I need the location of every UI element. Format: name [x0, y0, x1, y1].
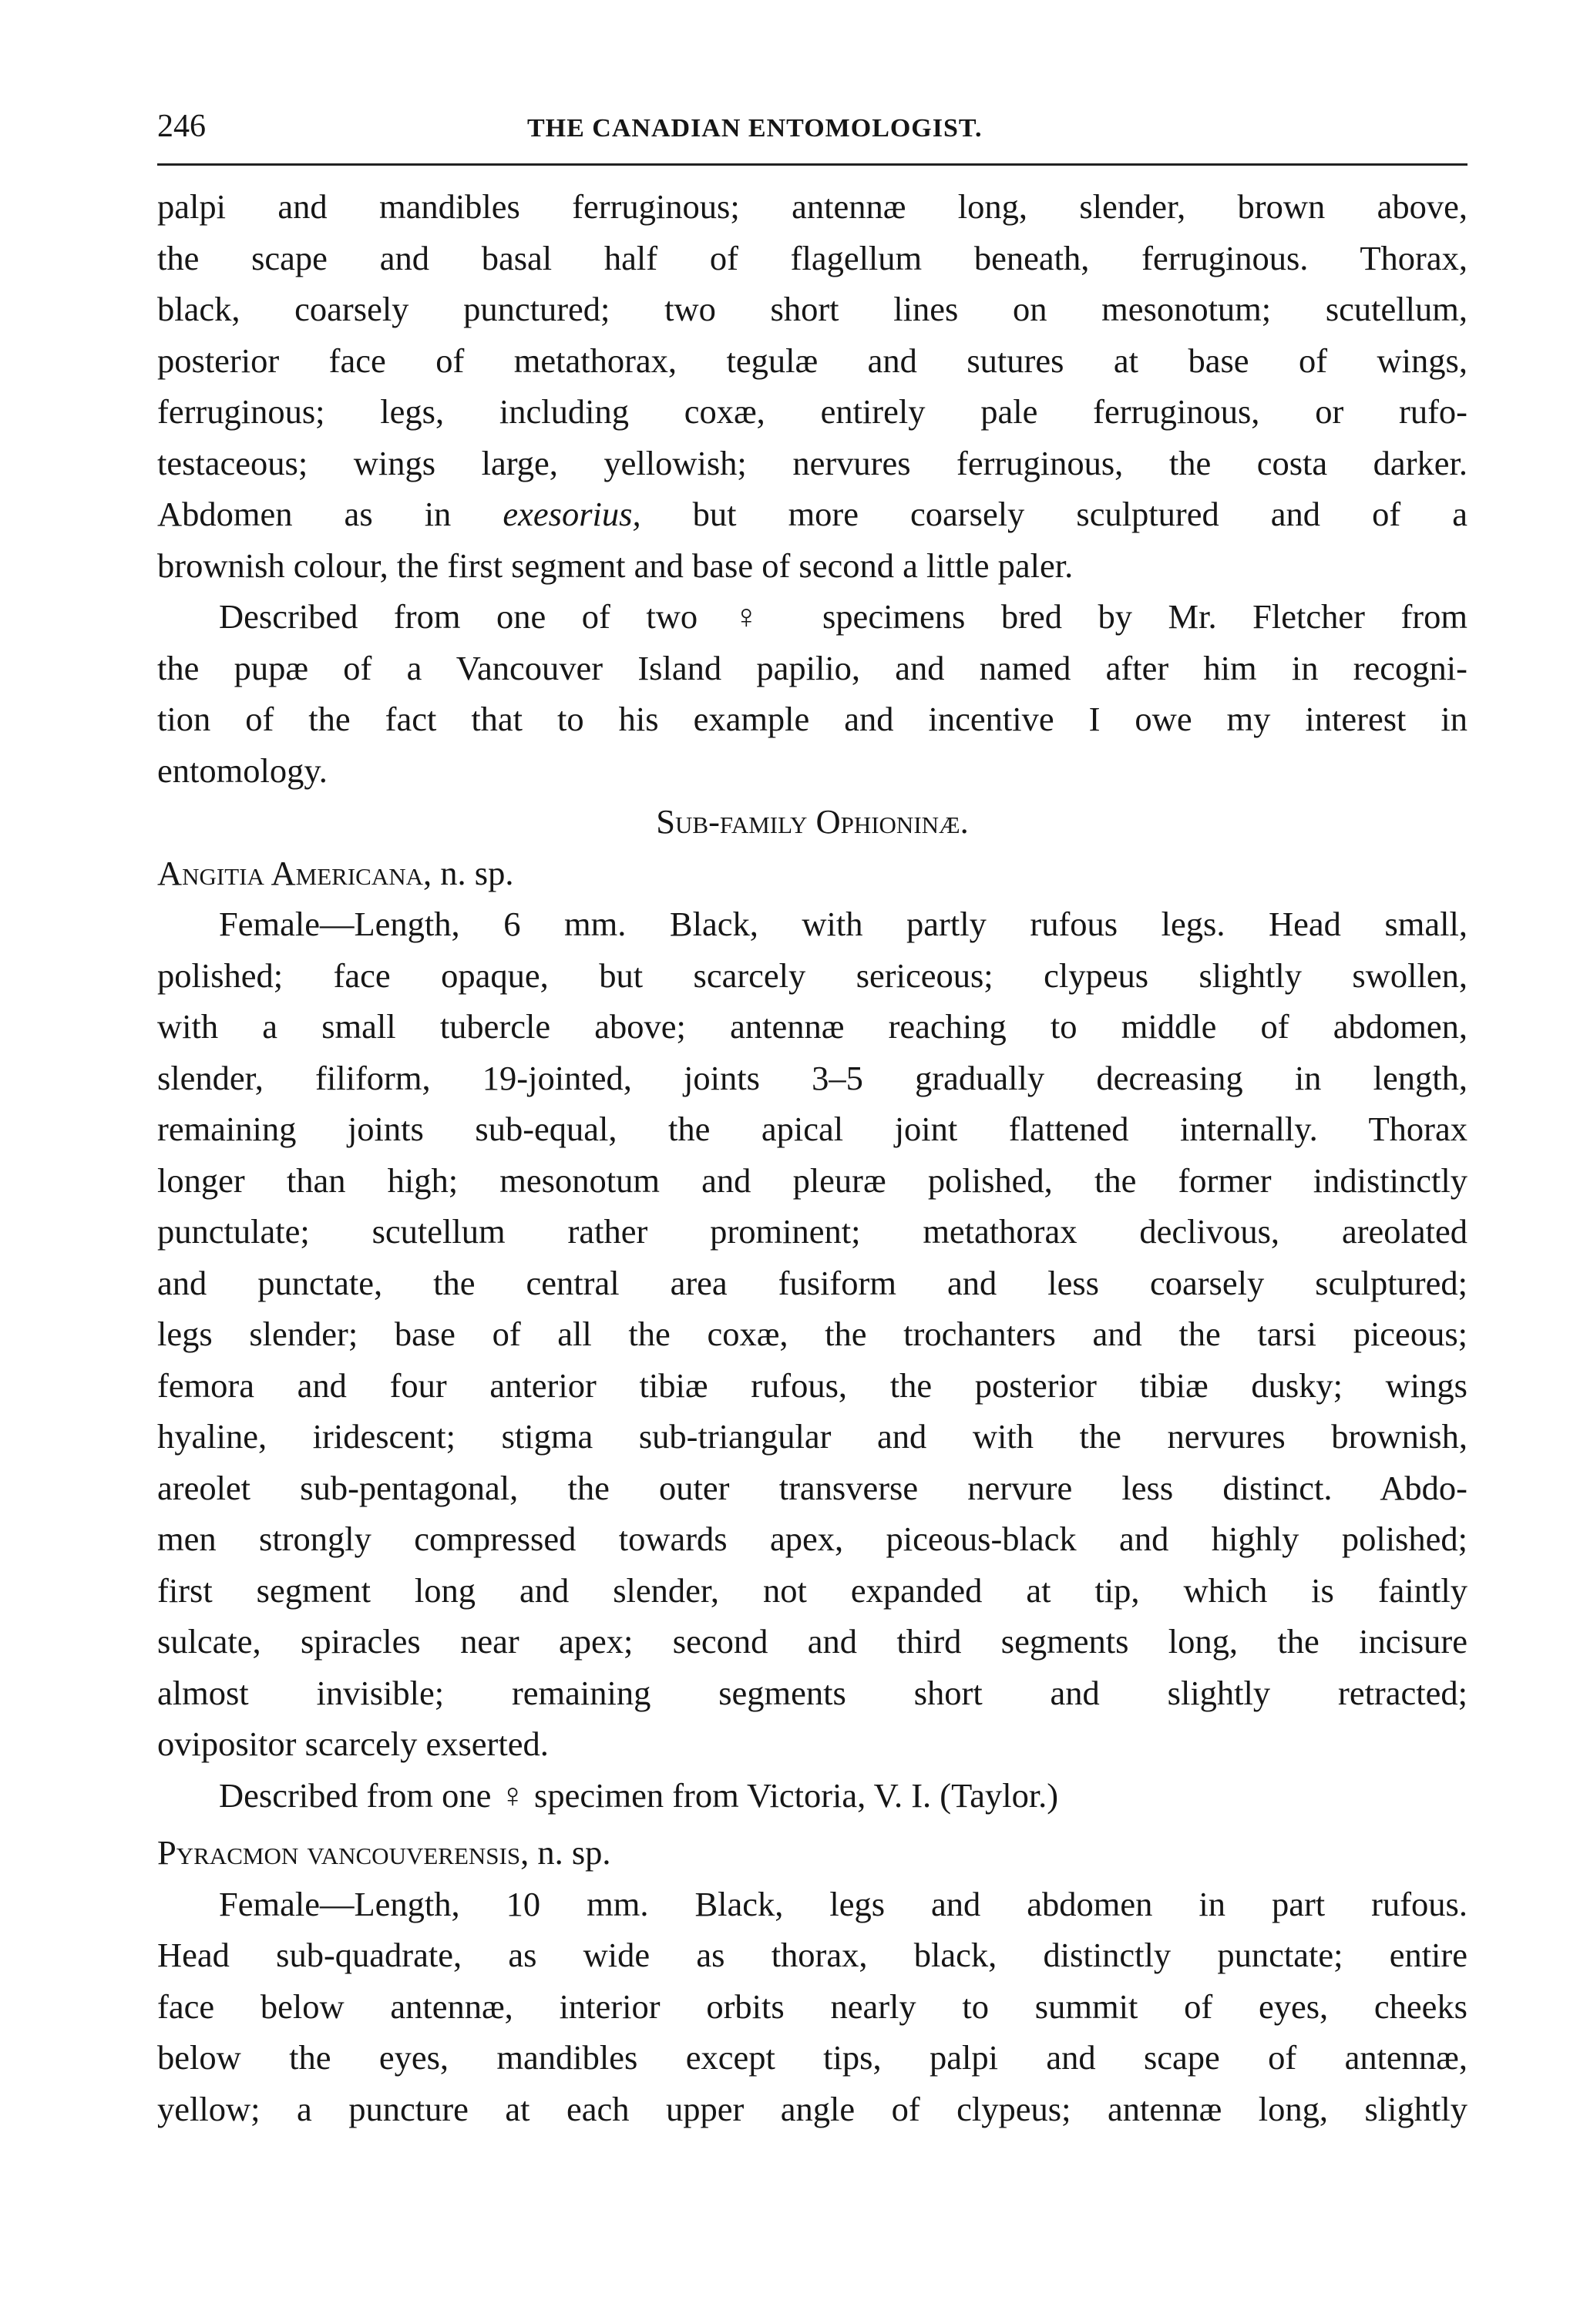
text-line: and punctate, the central area fusiform and less coarsely sculptured; — [157, 1263, 1467, 1302]
text-line: femora and four anterior tibiæ rufous, the posterior tibiæ dusky; wings — [157, 1365, 1467, 1405]
text-line: face below antennæ, interior orbits nearly to summit of eyes, cheeks — [157, 1986, 1467, 2026]
species-heading-suffix: n. sp. — [432, 853, 514, 892]
text-line: sulcate, spiracles near apex; second and third segments long, the incisure — [157, 1622, 1467, 1661]
species-heading — [157, 848, 1467, 899]
text-line: areolet sub-pentagonal, the outer transverse nervure less distinct. Abdo- — [157, 1468, 1467, 1507]
text-line: black, coarsely punctured; two short lines on mesonotum; scutellum, — [157, 290, 1467, 328]
text-line: polished; face opaque, but scarcely sericeous; clypeus slightly swollen, — [157, 955, 1467, 995]
text-line: the pupæ of a Vancouver Island papilio, and named after him in recogni- — [157, 648, 1467, 687]
text-line: slender, filiform, 19-jointed, joints 3–5 gradually decreasing in length, — [157, 1058, 1467, 1097]
species-heading-suffix: n. sp. — [529, 1833, 611, 1872]
text-line: Described from one of two ♀ specimens bred by Mr. Fletcher from — [219, 597, 1467, 636]
page-number: 246 — [157, 109, 206, 144]
text-line: entomology. — [157, 751, 328, 790]
text-line: palpi and mandibles ferruginous; antennæ long, slender, brown above, — [157, 187, 1467, 226]
text-line: Female—Length, 10 mm. Black, legs and abdomen in part rufous. — [219, 1884, 1467, 1923]
species-heading — [157, 1827, 1467, 1879]
species-heading-name: Angitia Americana, — [157, 853, 432, 892]
text-line — [157, 489, 1467, 540]
text-line: remaining joints sub-equal, the apical joint flattened internally. Thorax — [157, 1110, 1467, 1148]
text-line: tion of the fact that to his example and incentive I owe my interest in — [157, 700, 1467, 738]
body-text — [157, 181, 1467, 2134]
text-line: testaceous; wings large, yellowish; nervures ferruginous, the costa darker. — [157, 443, 1467, 482]
text-line: the scape and basal half of flagellum beneath, ferruginous. Thorax, — [157, 238, 1467, 277]
text-line: legs slender; base of all the coxæ, the trochanters and the tarsi piceous; — [157, 1315, 1467, 1353]
species-heading-name: Pyracmon vancouverensis, — [157, 1833, 529, 1872]
text-line: Described from one ♀ specimen from Victoria, V. I. (Taylor.) — [219, 1775, 1059, 1815]
text-line: yellow; a puncture at each upper angle of clypeus; antennæ long, slightly — [157, 2089, 1467, 2128]
text-line: first segment long and slender, not expanded at tip, which is faintly — [157, 1570, 1467, 1610]
header-rule — [157, 163, 1467, 166]
text-line: punctulate; scutellum rather prominent; metathorax declivous, areolated — [157, 1212, 1467, 1251]
text-line: longer than high; mesonotum and pleuræ polished, the former indistinctly — [157, 1160, 1467, 1200]
text-line: Female—Length, 6 mm. Black, with partly rufous legs. Head small, — [219, 905, 1467, 943]
text-line: ovipositor scarcely exserted. — [157, 1725, 549, 1763]
text-line: below the eyes, mandibles except tips, palpi and scape of antennæ, — [157, 2038, 1467, 2077]
text-line: with a small tubercle above; antennæ reaching to middle of abdomen, — [157, 1007, 1467, 1046]
text-line: posterior face of metathorax, tegulæ and sutures at base of wings, — [157, 341, 1467, 380]
species-name: exesorius, — [503, 495, 641, 533]
text-line: Head sub-quadrate, as wide as thorax, black, distinctly punctate; entire — [157, 1936, 1467, 1974]
document-page — [157, 100, 1467, 2134]
text-line: men strongly compressed towards apex, piceous-black and highly polished; — [157, 1520, 1467, 1558]
text-line: ferruginous; legs, including coxæ, entirely pale ferruginous, or rufo- — [157, 392, 1467, 431]
text-segment: Abdomen as in — [157, 495, 503, 533]
subfamily-heading: Sub-family Ophioninæ. — [656, 802, 969, 841]
text-line: hyaline, iridescent; stigma sub-triangular and with the nervures brownish, — [157, 1417, 1467, 1456]
text-segment: but more coarsely sculptured and of a — [640, 495, 1467, 533]
running-head: THE CANADIAN ENTOMOLOGIST. — [527, 114, 983, 143]
text-line: almost invisible; remaining segments short and slightly retracted; — [157, 1673, 1467, 1712]
text-line: brownish colour, the first segment and base of second a little paler. — [157, 546, 1074, 585]
page-header — [157, 100, 1467, 162]
